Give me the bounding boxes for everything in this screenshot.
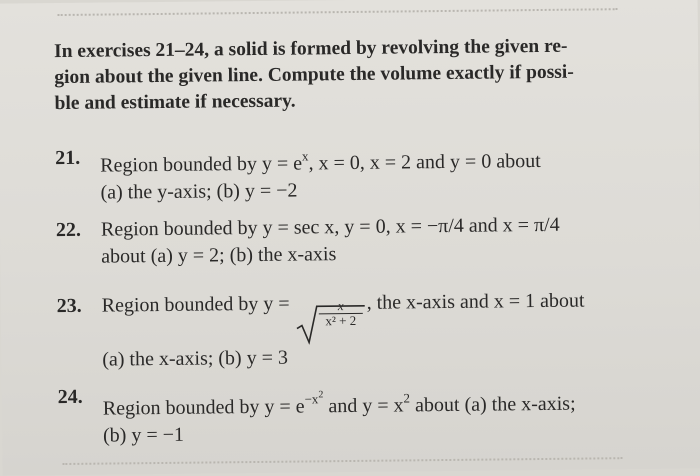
exercise-23-line-2: (a) the x-axis; (b) y = 3	[102, 346, 289, 371]
fraction	[319, 299, 363, 328]
fraction-numerator: x	[319, 299, 363, 314]
exercise-24-line-1	[58, 377, 698, 423]
exercise-number: 24.	[57, 385, 83, 409]
exercise-number: 22.	[55, 218, 82, 242]
exercise-22	[56, 210, 697, 271]
exercise-21	[55, 138, 696, 207]
exercise-24-line-2: (b) y = −1	[102, 423, 185, 447]
exercise-23	[57, 286, 698, 374]
exercise-number: 23.	[56, 294, 82, 318]
instructions-line-2: gion about the given line. Compute the volume exactly if possi-	[54, 61, 574, 89]
exercise-24-square: 2	[403, 390, 411, 406]
exercise-21-line-2: (a) the y-axis; (b) y = −2	[100, 179, 298, 204]
exercise-24-axis: about (a) the x-axis;	[409, 392, 576, 417]
exercise-21-bounds: , x = 0, x = 2 and y = 0 about	[308, 149, 541, 175]
exercise-24-mid: and y = x	[323, 394, 404, 418]
fraction-denominator: x² + 2	[325, 312, 357, 329]
exercise-24-exponent-base: −x	[304, 391, 319, 407]
exercise-21-exponent: x	[301, 148, 309, 164]
instructions-line-3: ble and estimate if necessary.	[54, 90, 296, 115]
exercise-instructions	[54, 32, 685, 117]
exercise-21-text: Region bounded by	[100, 152, 263, 177]
exercise-21-function: y = e	[261, 152, 303, 175]
instructions-line-1: In exercises 21–24, a solid is formed by revolving the given re-	[53, 35, 568, 63]
exercise-23-bounds: , the x-axis and x = 1 about	[366, 289, 585, 314]
exercise-number: 21.	[55, 146, 81, 170]
top-dotted-rule	[58, 8, 618, 16]
exercise-23-line-1	[57, 286, 698, 347]
bottom-dotted-rule	[62, 457, 622, 465]
exercise-24-exponent	[304, 391, 323, 406]
exercise-24	[58, 377, 699, 450]
exercise-24-text: Region bounded by y = e	[102, 395, 305, 420]
exercise-22-line-1: Region bounded by y = sec x, y = 0, x = −π/4 and x = π/4	[100, 213, 560, 241]
exercise-24-exponent-power: 2	[318, 389, 324, 401]
exercise-23-text: Region bounded by y =	[101, 292, 295, 317]
exercise-22-line-2: about (a) y = 2; (b) the x-axis	[101, 243, 337, 268]
square-root-expression	[295, 298, 367, 345]
